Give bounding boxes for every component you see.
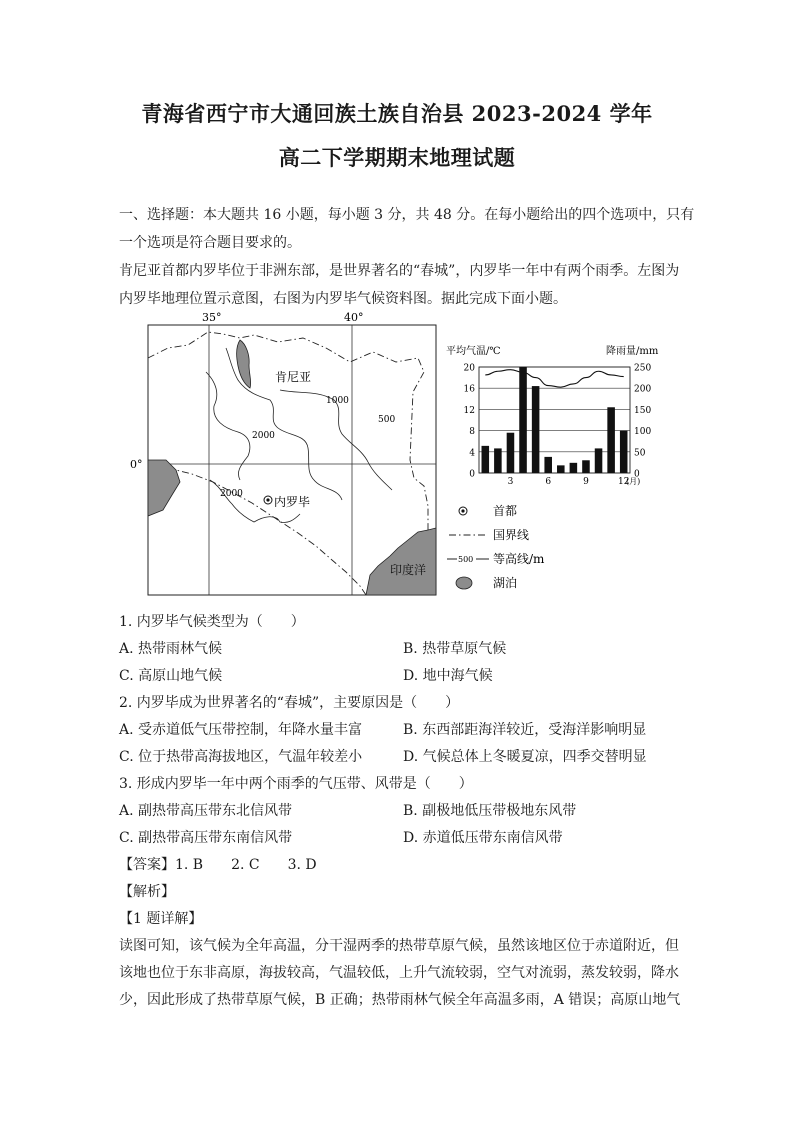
precip-tick-label: 150 <box>634 405 652 416</box>
precip-bar <box>557 465 565 473</box>
page-title-line2: 高二下学期期末地理试题 <box>278 145 516 170</box>
climate-chart <box>440 340 680 490</box>
question-1: 1. 内罗毕气候类型为（ ） <box>119 614 305 630</box>
location-map <box>128 310 440 600</box>
precip-bar <box>570 463 578 473</box>
precip-tick-label: 200 <box>634 384 652 395</box>
question-3: 3. 形成内罗毕一年中两个雨季的气压带、风带是（ ） <box>119 776 473 792</box>
q2-option-c[interactable]: C. 位于热带高海拔地区，气温年较差小 <box>119 749 363 765</box>
month-tick-label: 12 <box>617 477 630 487</box>
section-header-line1: 一、选择题：本大题共 16 小题，每小题 3 分，共 48 分。在每小题给出的四个选项中，只有 <box>119 207 695 223</box>
temp-tick-label: 20 <box>463 363 475 374</box>
precip-bar <box>507 433 515 473</box>
legend-contour-label: 等高线/m <box>493 552 545 566</box>
temp-tick-label: 0 <box>469 469 475 480</box>
temperature-line <box>485 370 623 387</box>
q2-option-b[interactable]: B. 东西部距海洋较近，受海洋影响明显 <box>403 722 647 738</box>
analysis-heading: 【解析】 <box>119 884 175 900</box>
month-tick-label: 6 <box>545 477 552 487</box>
explanation-line3: 少，因此形成了热带草原气候，B 正确；热带雨林气候全年高温多雨，A 错误；高原山地气 <box>119 992 681 1008</box>
contour-legend-sample: 500 <box>458 555 474 564</box>
precip-bar <box>620 431 628 473</box>
q3-option-d[interactable]: D. 赤道低压带东南信风带 <box>403 830 563 846</box>
precip-tick-label: 0 <box>634 469 640 480</box>
lon-40-label: 40° <box>344 311 364 324</box>
contour-2000a-label: 2000 <box>252 431 275 441</box>
temp-tick-label: 16 <box>463 384 475 395</box>
intro-line1: 肯尼亚首都内罗毕位于非洲东部，是世界著名的“春城”，内罗毕一年中有两个雨季。左图为 <box>119 263 680 279</box>
lon-35-label: 35° <box>202 311 222 324</box>
lat-0-label: 0° <box>130 458 143 471</box>
q3-option-c[interactable]: C. 副热带高压带东南信风带 <box>119 830 293 846</box>
right-axis-label: 降雨量/mm <box>606 346 659 357</box>
q1-option-a[interactable]: A. 热带雨林气候 <box>119 641 223 657</box>
temp-tick-label: 8 <box>469 427 475 438</box>
precip-tick-label: 100 <box>634 427 652 438</box>
temp-tick-label: 12 <box>463 405 475 416</box>
precip-bar <box>519 367 527 473</box>
legend-capital-label: 首都 <box>493 504 518 518</box>
q3-option-a[interactable]: A. 副热带高压带东北信风带 <box>119 803 293 819</box>
q1-option-b[interactable]: B. 热带草原气候 <box>403 641 507 657</box>
country-label: 肯尼亚 <box>275 370 312 384</box>
ocean-label: 印度洋 <box>390 563 427 577</box>
capital-label: 内罗毕 <box>274 495 311 509</box>
q2-option-a[interactable]: A. 受赤道低气压带控制，年降水量丰富 <box>119 722 363 738</box>
precip-tick-label: 250 <box>634 363 652 374</box>
page-title-line1: 青海省西宁市大通回族土族自治县 2023-2024 学年 <box>141 101 653 126</box>
contour-1000-label: 1000 <box>326 396 349 406</box>
detail-heading-1: 【1 题详解】 <box>119 911 203 927</box>
month-tick-label: 3 <box>507 477 514 487</box>
precip-bar <box>595 448 603 473</box>
legend-border-label: 国界线 <box>493 528 530 542</box>
q3-option-b[interactable]: B. 副极地低压带极地东风带 <box>403 803 577 819</box>
q1-option-c[interactable]: C. 高原山地气候 <box>119 668 223 684</box>
legend-lake-label: 湖泊 <box>493 576 518 590</box>
left-axis-label: 平均气温/℃ <box>446 346 501 357</box>
question-2: 2. 内罗毕成为世界著名的“春城”，主要原因是（ ） <box>119 695 460 711</box>
intro-line2: 内罗毕地理位置示意图，右图为内罗毕气候资料图。据此完成下面小题。 <box>119 291 567 307</box>
month-tick-label: 9 <box>583 477 589 487</box>
explanation-line2: 该地也位于东非高原，海拔较高，气温较低，上升气流较弱，空气对流弱，蒸发较弱，降水 <box>119 965 679 981</box>
contour-500-label: 500 <box>378 415 396 425</box>
contour-2000b-label: 2000 <box>220 489 243 499</box>
explanation-line1: 读图可知，该气候为全年高温，分干湿两季的热带草原气候，虽然该地区位于赤道附近，但 <box>119 938 679 954</box>
precip-bar <box>607 407 615 473</box>
q2-option-d[interactable]: D. 气候总体上冬暖夏凉，四季交替明显 <box>403 749 647 765</box>
precip-bar <box>532 386 540 473</box>
precip-tick-label: 50 <box>634 448 646 459</box>
precip-bar <box>494 448 502 473</box>
lake-legend-icon <box>456 577 472 589</box>
legend <box>447 500 577 596</box>
precip-bar <box>544 457 552 473</box>
answer-line: 【答案】1. B 2. C 3. D <box>119 857 317 873</box>
precip-bar <box>482 446 490 473</box>
precip-bar <box>582 460 590 473</box>
temp-tick-label: 4 <box>469 448 475 459</box>
month-unit-label: (月) <box>626 477 641 486</box>
section-header-line2: 一个选项是符合题目要求的。 <box>119 235 301 251</box>
q1-option-d[interactable]: D. 地中海气候 <box>403 668 493 684</box>
